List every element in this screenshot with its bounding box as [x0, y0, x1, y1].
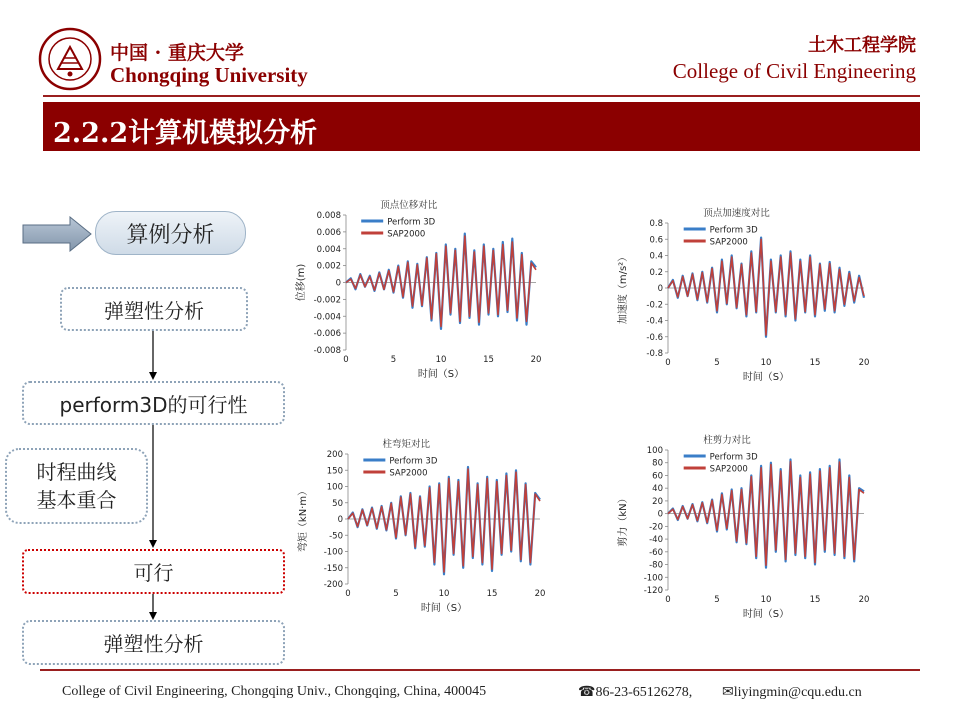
x-tick-label: 5	[393, 589, 399, 599]
x-tick-label: 20	[858, 358, 870, 368]
y-tick-label: -50	[329, 531, 343, 542]
x-tick-label: 20	[858, 595, 870, 605]
side-note-line2: 基本重合	[36, 488, 117, 512]
side-note-line1: 时程曲线	[36, 460, 117, 484]
chart-column-shear	[612, 430, 878, 630]
y-tick-label: 20	[652, 496, 663, 507]
flow-step-feasibility: perform3D的可行性	[22, 381, 285, 425]
y-tick-label: 80	[652, 458, 663, 469]
right-arrow-icon	[22, 216, 92, 252]
y-tick-label: -120	[643, 586, 663, 596]
series-line-sap2000	[348, 469, 540, 572]
y-tick-label: 0	[657, 284, 663, 294]
y-tick-label: -0.6	[646, 332, 663, 343]
y-tick-label: 100	[646, 446, 663, 456]
legend-label: SAP2000	[389, 468, 428, 479]
footer-email: ✉liyingmin@cqu.edu.cn	[722, 685, 862, 700]
x-tick-label: 5	[714, 358, 720, 368]
series-line-sap2000	[668, 239, 864, 335]
x-tick-label: 0	[343, 355, 349, 365]
y-tick-label: 0.006	[316, 227, 341, 238]
y-tick-label: 0	[337, 515, 343, 525]
x-tick-label: 20	[534, 589, 546, 599]
chart-top-displacement	[290, 195, 550, 390]
y-tick-label: -0.2	[646, 300, 663, 311]
x-tick-label: 15	[809, 595, 821, 605]
y-axis-label: 位移(m)	[296, 263, 307, 302]
x-tick-label: 15	[486, 589, 498, 599]
y-tick-label: -100	[323, 547, 343, 558]
x-axis-label: 时间（S）	[742, 609, 790, 620]
y-tick-label: 60	[652, 471, 663, 482]
y-tick-label: -0.002	[313, 295, 341, 306]
footer-phone: ☎86-23-65126278,	[578, 685, 693, 700]
legend-label: Perform 3D	[709, 452, 758, 463]
y-tick-label: 0	[657, 509, 663, 520]
y-tick-label: 150	[326, 466, 343, 477]
x-tick-label: 10	[435, 355, 447, 365]
flow-step-elastoplastic-1: 弹塑性分析	[60, 287, 248, 331]
y-axis-label: 加速度（m/s²）	[618, 251, 629, 325]
y-tick-label: -200	[323, 580, 343, 590]
x-tick-label: 10	[760, 358, 772, 368]
y-tick-label: -0.8	[646, 349, 663, 359]
x-tick-label: 5	[714, 595, 720, 605]
y-tick-label: -0.006	[313, 329, 341, 340]
y-tick-label: -0.004	[313, 312, 341, 323]
legend-label: SAP2000	[709, 464, 748, 475]
y-tick-label: 0.008	[316, 211, 341, 221]
legend-label: SAP2000	[709, 237, 748, 248]
slide-title: 2.2.2计算机模拟分析	[53, 118, 318, 149]
y-tick-label: 50	[332, 498, 343, 509]
y-tick-label: 100	[326, 482, 343, 493]
y-tick-label: -40	[649, 535, 663, 546]
chart-title: 柱剪力对比	[703, 435, 751, 446]
flow-step-feasible: 可行	[22, 549, 285, 594]
x-tick-label: 20	[530, 355, 542, 365]
case-analysis-pill: 算例分析	[95, 211, 246, 255]
chart-title: 顶点位移对比	[380, 200, 438, 211]
x-axis-label: 时间（S）	[417, 369, 465, 380]
legend-label: Perform 3D	[709, 225, 758, 236]
x-tick-label: 15	[483, 355, 494, 365]
legend-label: Perform 3D	[389, 456, 438, 467]
chart-title: 柱弯矩对比	[382, 439, 431, 450]
y-tick-label: -80	[649, 560, 663, 571]
y-tick-label: 40	[652, 484, 663, 495]
flow-step-elastoplastic-2: 弹塑性分析	[22, 620, 285, 665]
footer-divider	[40, 669, 920, 671]
chart-title: 顶点加速度对比	[703, 208, 770, 219]
university-name-cn: 中国 · 重庆大学	[110, 42, 244, 64]
college-name-en: College of Civil Engineering	[672, 59, 916, 83]
y-tick-label: 0.6	[649, 235, 663, 246]
y-tick-label: 0.2	[649, 267, 663, 278]
y-axis-label: 弯矩（kN·m）	[298, 485, 309, 553]
college-name-cn: 土木工程学院	[808, 35, 916, 56]
x-tick-label: 15	[809, 358, 821, 368]
chart-column-moment	[292, 434, 554, 624]
x-tick-label: 10	[438, 589, 450, 599]
y-tick-label: -0.008	[313, 346, 341, 356]
x-tick-label: 0	[345, 589, 351, 599]
x-tick-label: 10	[760, 595, 772, 605]
legend-label: SAP2000	[387, 229, 426, 240]
x-tick-label: 0	[665, 358, 671, 368]
chart-top-acceleration	[612, 203, 878, 393]
y-axis-label: 剪力（kN）	[618, 493, 629, 547]
legend-label: Perform 3D	[387, 217, 436, 228]
x-tick-label: 0	[665, 595, 671, 605]
y-tick-label: -60	[649, 547, 663, 558]
y-tick-label: 0.8	[649, 219, 663, 229]
x-tick-label: 5	[390, 355, 397, 365]
footer-address: College of Civil Engineering, Chongqing Univ., Chongqing, China, 400045	[62, 684, 487, 699]
y-tick-label: -20	[649, 522, 663, 533]
y-tick-label: 0	[335, 278, 341, 289]
flow-side-note	[5, 448, 148, 524]
x-axis-label: 时间（S）	[742, 372, 790, 383]
y-tick-label: -100	[643, 573, 663, 584]
flow-connectors	[0, 0, 300, 720]
university-name-en: Chongqing University	[110, 63, 308, 87]
y-tick-label: -0.4	[646, 316, 663, 327]
x-axis-label: 时间（S）	[420, 603, 468, 614]
y-tick-label: 200	[326, 450, 343, 460]
y-tick-label: 0.4	[649, 251, 663, 262]
y-tick-label: 0.002	[316, 261, 341, 272]
y-tick-label: -150	[323, 563, 343, 574]
y-tick-label: 0.004	[316, 244, 341, 255]
